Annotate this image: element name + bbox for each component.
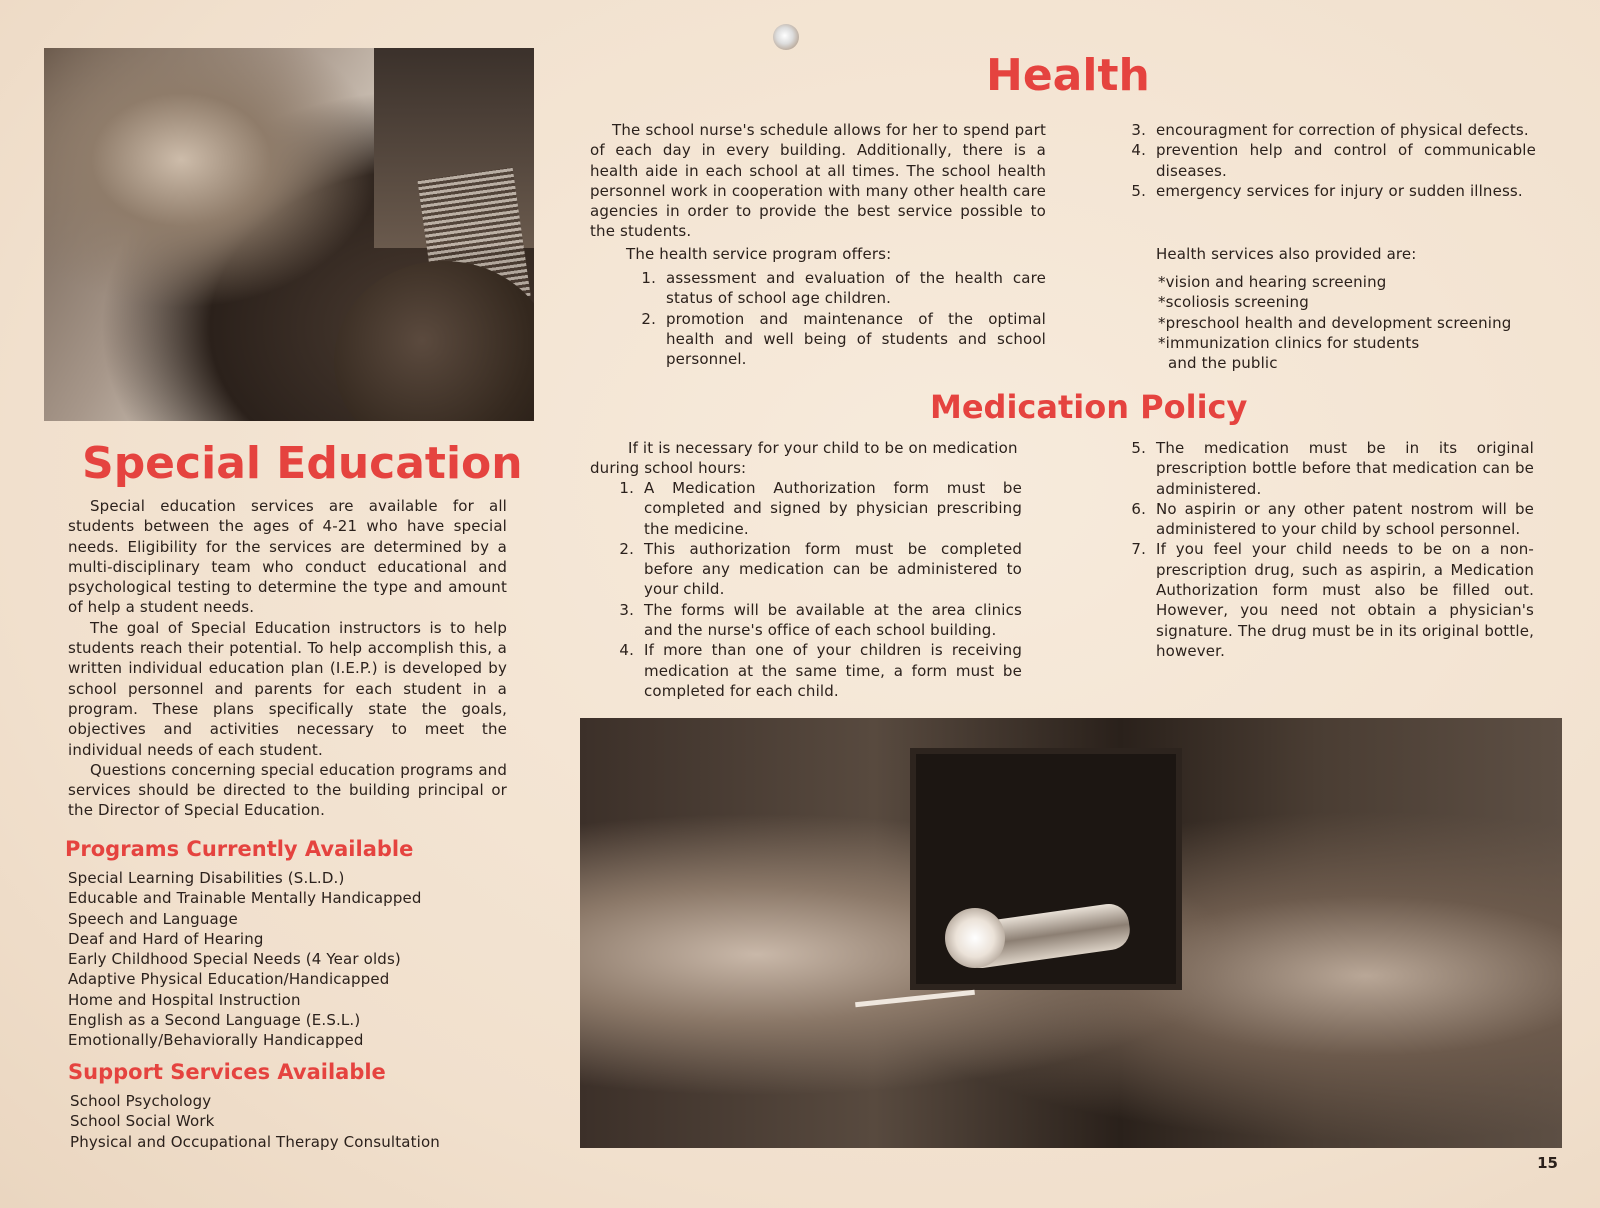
list-item: Emotionally/Behaviorally Handicapped (68, 1031, 364, 1050)
list-text: prevention help and control of communicable diseases. (1156, 141, 1536, 180)
support-list (70, 1091, 550, 1152)
list-number: 5. (1131, 181, 1146, 200)
medication-policy-title: Medication Policy (930, 388, 1248, 426)
list-item (1124, 438, 1534, 499)
list-item: *preschool health and development screening (1158, 313, 1512, 332)
health-also-list (1158, 272, 1558, 373)
list-text: A Medication Authorization form must be completed and signed by physician prescribing the medicine. (644, 479, 1022, 538)
photo-nurse-examining-child (580, 718, 1562, 1148)
list-item (612, 640, 1022, 701)
special-education-paragraph: The goal of Special Education instructors is to help students reach their potential. To help accomplish this, a written individual education plan (I.E.P.) is developed by school personnel and parents for each student in a program. These plans specifically state the goals, objectives and activities necessary to meet the individual needs of each student. (68, 618, 507, 759)
list-number: 6. (1131, 499, 1146, 518)
list-number: 2. (619, 539, 634, 558)
list-text: assessment and evaluation of the health care status of school age children. (666, 269, 1046, 308)
list-item (1126, 181, 1536, 201)
list-item: Educable and Trainable Mentally Handicapped (68, 889, 422, 908)
list-text: emergency services for injury or sudden illness. (1156, 181, 1523, 200)
list-number: 1. (619, 479, 634, 497)
special-education-paragraph: Questions concerning special education programs and services should be directed to the building principal or the Director of Special Education. (68, 760, 507, 820)
list-item: School Psychology (70, 1092, 212, 1110)
list-item: *vision and hearing screening (1158, 273, 1387, 291)
list-text: If you feel your child needs to be on a non-prescription drug, such as aspirin, a Medication Authorization form must also be filled out. However, you need not obtain a physician's signature. The drug must be in its original bottle, however. (1156, 540, 1534, 660)
medication-list-right (1124, 438, 1534, 661)
list-number: 4. (619, 641, 634, 660)
list-text: encouragment for correction of physical defects. (1156, 121, 1529, 139)
health-intro: The school nurse's schedule allows for her to spend part of each day in every building. Additionally, there is a health aide in each school at all times. The school health personnel work in cooperation with many other health care agencies in order to provide the best service possible to the students. (590, 121, 1046, 241)
list-number: 3. (1131, 121, 1146, 139)
list-text: No aspirin or any other patent nostrom will be administered to your child by school personnel. (1156, 499, 1534, 539)
list-item: Early Childhood Special Needs (4 Year olds) (68, 950, 401, 969)
medication-list-left (612, 478, 1022, 701)
list-item (636, 309, 1046, 370)
list-item (1124, 539, 1534, 661)
programs-heading: Programs Currently Available (65, 837, 414, 861)
list-number: 1. (641, 269, 656, 287)
list-text: promotion and maintenance of the optimal health and well being of students and school personnel. (666, 309, 1046, 369)
list-item: *immunization clinics for students (1158, 333, 1420, 352)
list-number: 2. (641, 309, 656, 328)
list-text: The forms will be available at the area clinics and the nurse's office of each school building. (644, 600, 1022, 640)
list-item (612, 478, 1022, 539)
list-item: Physical and Occupational Therapy Consultation (70, 1132, 440, 1151)
list-item (1126, 140, 1536, 181)
photo-tongue-depressor (855, 990, 975, 1008)
special-education-paragraph: Special education services are available for all students between the ages of 4-21 who have special needs. Eligibility for the services are determined by a multi-disciplinary team who conduct educational and psychological testing to determine the type and amount of help a student needs. (68, 497, 507, 617)
photo-student-head (334, 261, 534, 421)
special-education-title: Special Education (82, 438, 523, 489)
special-education-body (68, 496, 507, 821)
medication-intro: If it is necessary for your child to be on medication during school hours: (590, 439, 1018, 478)
list-item (636, 268, 1046, 309)
list-item: Home and Hospital Instruction (68, 990, 301, 1009)
list-text: This authorization form must be completed before any medication can be administered to your child. (644, 539, 1022, 599)
list-item: Adaptive Physical Education/Handicapped (68, 970, 390, 989)
list-item (1126, 120, 1536, 140)
photo-flashlight-lens (945, 908, 1005, 968)
health-offers-lead: The health service program offers: (626, 245, 892, 263)
binding-hole (773, 24, 799, 50)
page-number: 15 (1537, 1154, 1558, 1172)
list-item: *scoliosis screening (1158, 293, 1309, 312)
list-item: School Social Work (70, 1112, 215, 1131)
health-offers-list-right (1126, 120, 1536, 201)
list-item: Special Learning Disabilities (S.L.D.) (68, 869, 345, 887)
list-item: Speech and Language (68, 909, 238, 928)
list-text: The medication must be in its original prescription bottle before that medication can be administered. (1156, 439, 1534, 498)
list-item: English as a Second Language (E.S.L.) (68, 1011, 361, 1030)
list-item (612, 539, 1022, 600)
list-item (1124, 499, 1534, 540)
list-text: If more than one of your children is receiving medication at the same time, a form must be completed for each child. (644, 641, 1022, 700)
list-number: 5. (1131, 439, 1146, 457)
health-also-lead: Health services also provided are: (1156, 245, 1417, 263)
health-offers-list-left (636, 268, 1046, 369)
list-item (612, 600, 1022, 641)
photo-teacher-with-student (44, 48, 534, 421)
list-number: 4. (1131, 141, 1146, 160)
support-heading: Support Services Available (68, 1060, 386, 1084)
list-item: Deaf and Hard of Hearing (68, 929, 264, 948)
programs-list (68, 868, 528, 1051)
health-title: Health (986, 50, 1150, 101)
list-item: and the public (1168, 354, 1278, 373)
list-number: 3. (619, 600, 634, 619)
list-number: 7. (1131, 540, 1146, 559)
